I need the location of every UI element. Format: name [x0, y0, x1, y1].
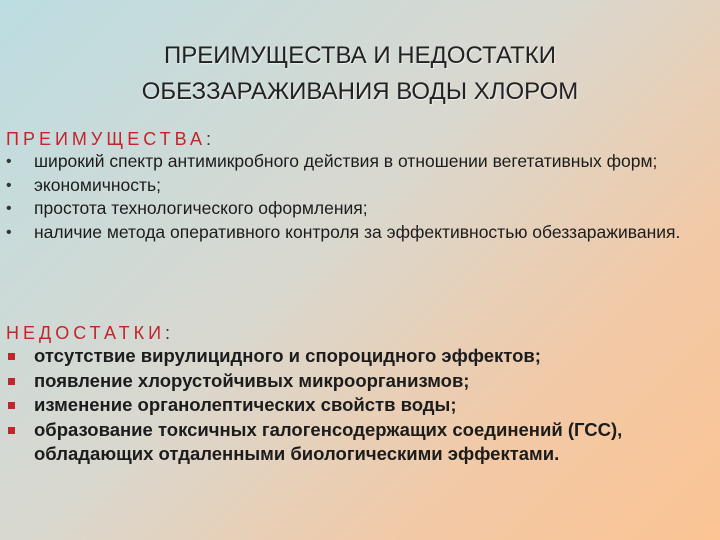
list-item-text: отсутствие вирулицидного и спороцидного эффектов; — [34, 345, 541, 366]
list-item-text: простота технологического оформления; — [34, 198, 368, 218]
bullet-dot-icon: • — [6, 153, 12, 170]
list-item — [6, 150, 712, 174]
disadvantages-list — [6, 344, 712, 467]
advantages-heading-text: ПРЕИМУЩЕСТВА — [6, 129, 207, 149]
disadvantages-heading: НЕДОСТАТКИ: — [6, 323, 171, 343]
list-item — [6, 174, 712, 198]
list-item — [6, 197, 712, 221]
slide-title — [60, 38, 660, 110]
square-bullet-icon — [8, 353, 15, 360]
list-item — [6, 393, 712, 418]
list-item — [6, 344, 712, 369]
advantages-heading: ПРЕИМУЩЕСТВА: — [6, 129, 212, 149]
advantages-list — [6, 150, 712, 244]
list-item-text: широкий спектр антимикробного действия в отношении вегетативных форм; — [34, 151, 658, 171]
disadvantages-section — [6, 322, 712, 467]
bullet-dot-icon: • — [6, 200, 12, 217]
list-item-text: изменение органолептических свойств воды; — [34, 394, 457, 415]
disadvantages-heading-text: НЕДОСТАТКИ — [6, 323, 166, 343]
slide-title-line-1: ПРЕИМУЩЕСТВА И НЕДОСТАТКИ — [164, 42, 556, 69]
advantages-section — [6, 128, 712, 244]
list-item-text: наличие метода оперативного контроля за эффективностью обеззараживания. — [34, 221, 681, 242]
square-bullet-icon — [8, 427, 15, 434]
list-item-text: экономичность; — [34, 174, 161, 195]
list-item — [6, 369, 712, 394]
bullet-dot-icon: • — [6, 176, 12, 194]
list-item-text: появление хлорустойчивых микроорганизмов; — [34, 369, 470, 391]
list-item — [6, 418, 712, 467]
bullet-dot-icon: • — [6, 223, 12, 241]
list-item — [6, 221, 712, 245]
square-bullet-icon — [8, 378, 15, 385]
slide-title-line-2: ОБЕЗЗАРАЖИВАНИЯ ВОДЫ ХЛОРОМ — [141, 78, 579, 105]
square-bullet-icon — [8, 402, 15, 409]
list-item-text: образование токсичных галогенсодержащих соединений (ГСС), обладающих отдаленными биологическими эффектами. — [34, 418, 623, 464]
